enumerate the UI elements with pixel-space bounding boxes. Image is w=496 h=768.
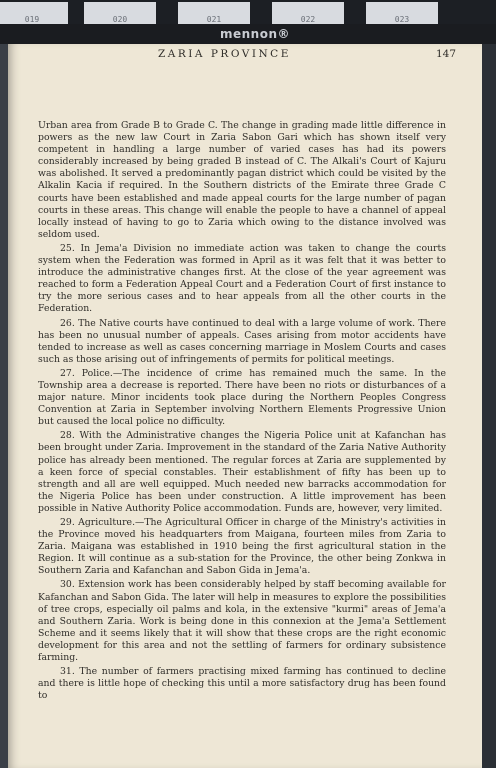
paragraph: 25. In Jema'a Division no immediate action was taken to change the courts system when the Federation was formed in April as it was felt that it was better to introduce the administrative changes first. At the close of the year agreement was reached to form a Federation Appeal Court and a Federation Court of first instance to try the more serious cases and to hear appeals from all the other courts in the Federation. [38,242,446,315]
page-edge [482,44,496,768]
paragraph: 30. Extension work has been considerably helped by staff becoming available for Kafanchan and Sabon Gida. The later will help in measures to explore the possibilities of tree crops, especially oil palms and kola, in the extensive "kurmi" areas of Jema'a and Southern Zaria. Work is being done in this connexion at the Jema'a Settlement Scheme and it seems likely that it will show that these crops are the right economic development for this area and not the settling of farmers for ordinary subsistence farming. [38,579,446,664]
frame-number: 019 [0,2,68,24]
brand-bar [0,24,496,44]
page-number: 147 [435,48,456,60]
paragraph: 27. Police.—The incidence of crime has remained much the same. In the Township area a decrease is reported. There have been no riots or disturbances of a major nature. Minor incidents took place during the Northern Peoples Congress Convention at Zaria in September involving Northern Elements Progressive Union but caused the local police no difficulty. [38,367,446,428]
frame-number: 023 [366,2,438,24]
paragraph: 26. The Native courts have continued to deal with a large volume of work. There has been no unusual number of appeals. Cases arising from motor accidents have tended to increase as well as cases concerning marriage in Moslem Courts and cases such as those arising out of infringements of permits for political meetings. [38,317,446,365]
paragraph: 29. Agriculture.—The Agricultural Officer in charge of the Ministry's activities in the Province moved his headquarters from Maigana, fourteen miles from Zaria to Zaria. Maigana was established in 1910 being the first agricultural station in the Region. It will continue as a sub-station for the Province, the other being Zonkwa in Southern Zaria and Kafanchan and Sabon Gida in Jema'a. [38,517,446,577]
frame-number: 020 [84,2,156,24]
paragraph: 28. With the Administrative changes the Nigeria Police unit at Kafanchan has been brought under Zaria. Improvement in the standard of the Zaria Native Authority police has already been mentioned. The regular forces at Zaria are supplemented by a keen force of special constables. Their establishment of fifty has been up to strength and all are well equipped. Much needed new barracks accommodation for the Nigeria Police has been under construction. A little improvement has been possible in Native Authority Police accommodation. Funds are, however, very limited. [38,430,446,514]
paragraph: 31. The number of farmers practising mixed farming has continued to decline and there is little hope of checking this until a more satisfactory drug has been found to [38,666,446,702]
body-text [38,120,446,704]
frame-number: 021 [178,2,250,24]
running-title: ZARIA PROVINCE [158,48,291,60]
brand-logo: mennon® [220,27,291,41]
frame-number: 022 [272,2,344,24]
page-header [38,48,456,64]
film-strip [0,0,496,26]
paragraph: Urban area from Grade B to Grade C. The change in grading made little difference in powers as the new law Court in Zaria Sabon Gari which has shown itself very competent in handling a large number of varied cases has had its powers considerably increased by being graded B instead of C. The Alkali's Court of Kajuru was abolished. It served a predominantly pagan district which could be visited by the Alkalin Kacia if required. In the Southern districts of the Emirate three Grade C courts have been established and made appeal courts for the large number of pagan courts in these areas. This change will enable the people to have a channel of appeal locally instead of having to go to Zaria which owing to the distance involved was seldom used. [38,120,446,240]
